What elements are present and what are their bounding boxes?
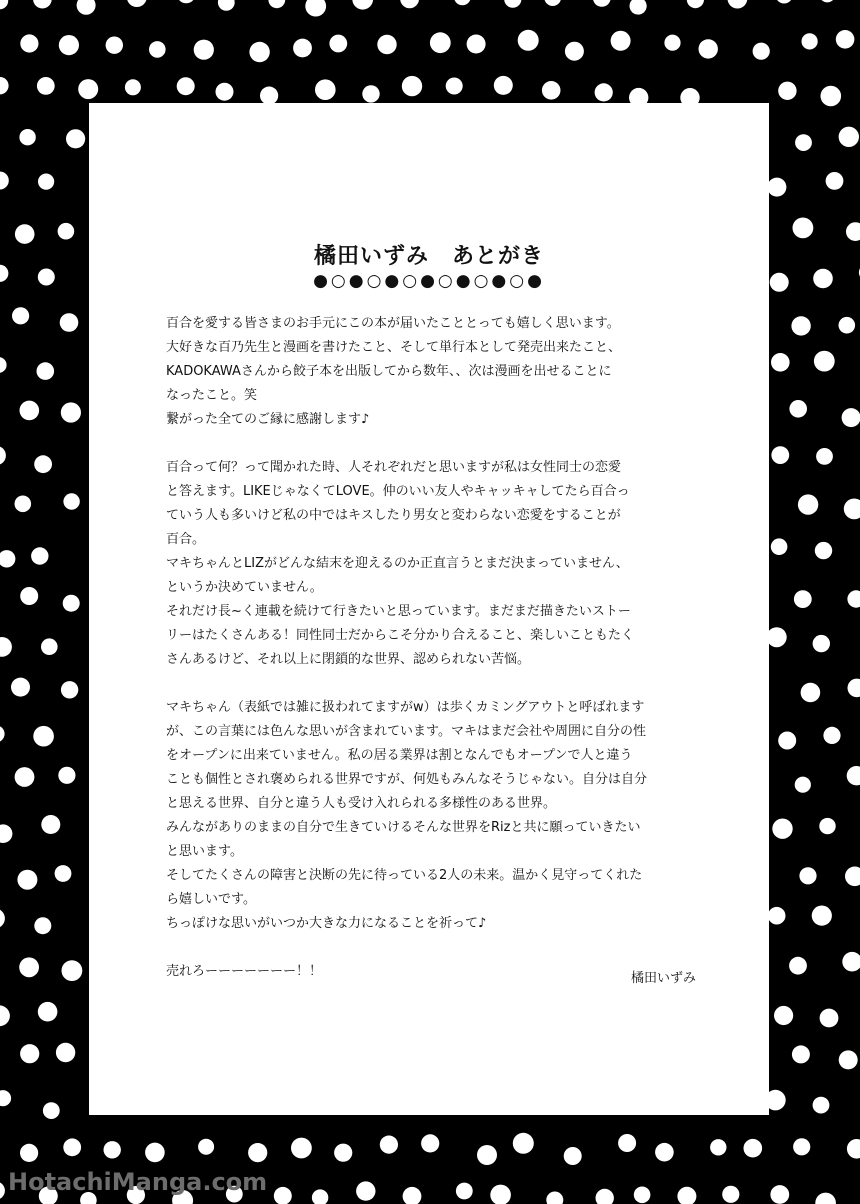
- polka-dot: [127, 0, 147, 7]
- polka-dot: [593, 0, 611, 7]
- polka-dot: [772, 819, 792, 839]
- polka-dot: [38, 269, 55, 286]
- polka-dot: [20, 1044, 39, 1063]
- body-line: と思います。: [166, 844, 243, 859]
- polka-dot: [847, 1139, 860, 1159]
- polka-dot: [490, 1185, 511, 1204]
- polka-dot: [60, 313, 79, 332]
- polka-dot: [19, 957, 39, 977]
- polka-dot: [293, 39, 312, 58]
- polka-dot: [66, 129, 85, 148]
- polka-dot: [634, 1187, 651, 1204]
- polka-dot: [816, 448, 833, 465]
- polka-dot: [33, 0, 52, 9]
- polka-dot: [842, 952, 860, 972]
- polka-dot: [38, 1002, 58, 1022]
- body-line: が、この言葉には色んな思いが含まれています。マキはまだ会社や周囲に自分の性: [166, 724, 646, 739]
- polka-dot: [823, 727, 840, 744]
- polka-dot: [770, 273, 789, 292]
- polka-dot: [0, 1181, 5, 1199]
- polka-dot: [798, 494, 818, 514]
- polka-dot: [62, 960, 83, 981]
- polka-dot: [352, 0, 373, 10]
- polka-dot: [819, 818, 835, 834]
- polka-dot: [63, 1138, 81, 1156]
- polka-dot: [33, 726, 54, 747]
- site-watermark: HotachiManga.com: [8, 1168, 268, 1196]
- paragraph-gap: [166, 672, 706, 696]
- paragraph-gap: [166, 936, 706, 960]
- polka-dot: [0, 1090, 11, 1106]
- polka-dot: [194, 40, 214, 60]
- polka-dot: [260, 87, 278, 105]
- polka-dot: [771, 446, 789, 464]
- polka-dot: [41, 638, 58, 655]
- polka-dot: [403, 1187, 422, 1204]
- polka-dot: [839, 317, 856, 334]
- polka-dot: [0, 725, 5, 742]
- body-line: と答えます。LIKEじゃなくてLOVE。仲のいい友人やキャッキャしてたら百合っ: [166, 484, 630, 499]
- polka-dot: [795, 777, 811, 793]
- afterword-page: [89, 103, 769, 1115]
- polka-dot: [421, 1134, 439, 1152]
- polka-dot: [456, 1183, 473, 1200]
- body-line: と思える世界、自分と違う人も受け入れられる多様性のある世界。: [166, 796, 557, 811]
- polka-dot: [274, 1187, 292, 1204]
- body-line: 百合。: [166, 532, 206, 547]
- polka-dot: [249, 42, 269, 62]
- polka-dot: [55, 865, 72, 882]
- polka-dot: [794, 590, 812, 608]
- polka-dot: [149, 41, 166, 58]
- polka-dot: [15, 224, 35, 244]
- polka-dot: [0, 550, 15, 567]
- polka-dot: [104, 1141, 121, 1158]
- polka-dot: [145, 1143, 165, 1163]
- polka-dot: [778, 82, 796, 100]
- polka-dot: [0, 172, 9, 190]
- polka-dot: [687, 0, 704, 8]
- polka-dot: [791, 316, 810, 335]
- polka-dot: [11, 678, 30, 697]
- polka-dot: [839, 1050, 858, 1069]
- polka-dot: [504, 0, 521, 8]
- body-line: 百合を愛する皆さまのお手元にこの本が届いたこととっても嬉しく思います。: [166, 316, 620, 331]
- polka-dot: [728, 0, 748, 9]
- body-line: みんながありのままの自分で生きていけるそんな世界をRizと共に願っていきたい: [166, 820, 641, 835]
- polka-dot: [430, 32, 451, 53]
- author-signature: 橘田いずみ: [630, 971, 696, 986]
- body-line: というか決めていません。: [166, 580, 323, 595]
- polka-dot: [356, 1181, 375, 1200]
- polka-dot: [802, 33, 818, 49]
- polka-dot: [795, 134, 812, 151]
- polka-dot: [477, 1145, 497, 1165]
- polka-dot: [847, 590, 860, 607]
- polka-dot: [380, 1136, 398, 1154]
- polka-dot: [848, 679, 860, 698]
- polka-dot: [362, 85, 379, 102]
- page-title: 橘田いずみ あとがき: [313, 244, 544, 269]
- polka-dot: [177, 0, 195, 3]
- body-line: さんあるけど、それ以上に閉鎖的な世界、認められない苦悩。: [166, 652, 531, 667]
- polka-dot: [34, 455, 52, 473]
- polka-dot: [789, 957, 807, 975]
- polka-dot: [329, 35, 347, 53]
- polka-dot: [43, 1102, 60, 1119]
- polka-dot: [799, 867, 816, 884]
- polka-dot: [778, 732, 796, 750]
- polka-dot: [334, 1144, 352, 1162]
- body-line: ちっぽけな思いがいつか大きな力になることを祈って♪: [166, 916, 487, 931]
- polka-dot: [63, 493, 79, 509]
- polka-dot: [0, 637, 12, 657]
- polka-dot: [611, 31, 631, 51]
- polka-dot: [774, 1006, 793, 1025]
- polka-dot: [20, 587, 38, 605]
- polka-dot: [801, 683, 821, 703]
- polka-dot: [819, 0, 835, 2]
- body-line: マキちゃんとLIZがどんな結末を迎えるのか正直言うとまだ決まっていません、: [166, 556, 629, 571]
- polka-dot: [753, 43, 770, 60]
- polka-dot: [596, 1189, 614, 1204]
- polka-dot: [37, 77, 55, 95]
- polka-dot: [826, 172, 844, 190]
- polka-dot: [792, 1045, 810, 1063]
- polka-dot: [446, 78, 463, 95]
- polka-dot: [268, 0, 285, 8]
- polka-dot: [218, 0, 235, 11]
- polka-dot: [618, 1134, 636, 1152]
- polka-dot: [61, 681, 78, 698]
- polka-dot: [814, 351, 835, 372]
- polka-dot: [63, 595, 80, 612]
- polka-dot: [776, 0, 793, 4]
- polka-dot: [61, 402, 81, 422]
- polka-dot: [0, 265, 8, 282]
- polka-dot: [400, 0, 419, 8]
- polka-dot: [793, 1138, 810, 1155]
- body-line: をオープンに出来ていません。私の居る業界は割となんでもオープンで人と違う: [166, 748, 633, 763]
- polka-dot: [0, 357, 7, 373]
- polka-dot: [0, 77, 9, 94]
- polka-dot: [402, 76, 422, 96]
- polka-dot: [546, 1192, 563, 1204]
- body-line: そしてたくさんの障害と決断の先に待っている2人の未来。温かく見守ってくれた: [166, 868, 643, 883]
- polka-dot: [564, 1147, 582, 1165]
- polka-dot: [248, 1143, 267, 1162]
- body-line: ことも個性とされ褒められる世界ですが、何処もみんなそうじゃない。自分は自分: [166, 772, 648, 787]
- polka-dot: [770, 1185, 789, 1204]
- polka-dot: [813, 1097, 830, 1114]
- polka-dot: [78, 79, 98, 99]
- polka-dot: [710, 1139, 726, 1155]
- polka-dot: [630, 0, 647, 15]
- polka-dot: [14, 496, 31, 513]
- circle-divider: ●○●○●○●○●○●○●: [313, 271, 545, 291]
- body-line: マキちゃん（表紙では雑に扱われてますがw）は歩くカミングアウトと呼ばれます: [166, 700, 645, 715]
- polka-dot: [56, 1043, 75, 1062]
- polka-dot: [744, 1139, 763, 1158]
- polka-dot: [37, 362, 55, 380]
- polka-dot: [77, 0, 96, 15]
- polka-dot: [15, 767, 35, 787]
- polka-dot: [377, 35, 396, 54]
- polka-dot: [106, 37, 123, 54]
- body-line: なったこと。笑: [166, 388, 258, 403]
- polka-dot: [38, 174, 54, 190]
- polka-dot: [847, 766, 860, 785]
- polka-dot: [59, 35, 79, 55]
- polka-dot: [820, 1009, 839, 1028]
- polka-dot: [789, 400, 807, 418]
- body-line: KADOKAWAさんから餃子本を出版してから数年、、次は漫画を出せることに: [166, 364, 612, 379]
- polka-dot: [305, 0, 326, 16]
- polka-dot: [20, 1144, 38, 1162]
- polka-dot: [58, 767, 75, 784]
- polka-dot: [216, 83, 234, 101]
- polka-dot: [0, 0, 8, 9]
- polka-dot: [19, 129, 35, 145]
- polka-dot: [0, 824, 12, 843]
- polka-dot: [767, 627, 787, 647]
- polka-dot: [821, 86, 842, 107]
- polka-dot: [844, 499, 860, 520]
- body-line: 繋がった全てのご縁に感謝します♪: [166, 412, 370, 427]
- polka-dot: [34, 917, 51, 934]
- paragraph-gap: [166, 432, 706, 456]
- polka-dot: [813, 269, 833, 289]
- polka-dot: [312, 1189, 328, 1204]
- polka-dot: [58, 223, 75, 240]
- polka-dot: [544, 0, 561, 6]
- body-line: リーはたくさんある！同性同士だからこそ分かり合えること、楽しいこともたく: [166, 628, 635, 643]
- afterword-body: [166, 312, 706, 984]
- polka-dot: [542, 81, 561, 100]
- polka-dot: [768, 907, 786, 925]
- polka-dot: [677, 1187, 696, 1204]
- polka-dot: [0, 446, 6, 465]
- body-line: 百合って何？って聞かれた時、人それぞれだと思いますが私は女性同士の恋愛: [166, 460, 622, 475]
- body-line: ていう人も多いけど私の中ではキスしたり男女と変わらない恋愛をすることが: [166, 508, 621, 523]
- polka-dot: [813, 635, 830, 652]
- polka-dot: [845, 867, 860, 887]
- polka-dot: [771, 353, 790, 372]
- polka-dot: [839, 127, 859, 147]
- body-line: 売れろーーーーーーー！！: [166, 964, 323, 979]
- polka-dot: [12, 307, 29, 324]
- polka-dot: [842, 408, 860, 427]
- polka-dot: [41, 815, 60, 834]
- polka-dot: [664, 35, 680, 51]
- polka-dot: [815, 542, 832, 559]
- polka-dot: [595, 83, 613, 101]
- polka-dot: [125, 79, 141, 95]
- polka-dot: [454, 0, 471, 5]
- polka-dot: [518, 30, 539, 51]
- polka-dot: [467, 35, 486, 54]
- polka-dot: [655, 1143, 674, 1162]
- polka-dot: [20, 401, 40, 421]
- polka-dot: [20, 34, 38, 52]
- body-line: それだけ長~く連載を続けて行きたいと思っています。まだまだ描きたいストー: [166, 604, 631, 619]
- polka-dot: [793, 218, 814, 239]
- polka-dot: [315, 79, 336, 100]
- polka-dot: [812, 906, 832, 926]
- polka-dot: [513, 1133, 534, 1154]
- polka-dot: [722, 1186, 739, 1203]
- body-line: ら嬉しいです。: [166, 892, 256, 907]
- polka-dot: [494, 76, 513, 95]
- polka-dot: [0, 1005, 10, 1026]
- polka-dot: [31, 547, 48, 564]
- polka-dot: [177, 77, 195, 95]
- polka-dot: [815, 1193, 836, 1204]
- polka-dot: [771, 538, 788, 555]
- polka-dot: [846, 222, 860, 241]
- polka-dot: [17, 870, 37, 890]
- body-line: 大好きな百乃先生と漫画を書けたこと、そして単行本として発売出来たこと、: [166, 340, 622, 355]
- polka-dot: [0, 908, 5, 928]
- polka-dot: [699, 39, 718, 58]
- polka-dot: [198, 1139, 214, 1155]
- polka-dot: [767, 178, 786, 197]
- polka-dot: [291, 1138, 312, 1159]
- polka-dot: [565, 42, 584, 61]
- polka-dot: [836, 30, 855, 49]
